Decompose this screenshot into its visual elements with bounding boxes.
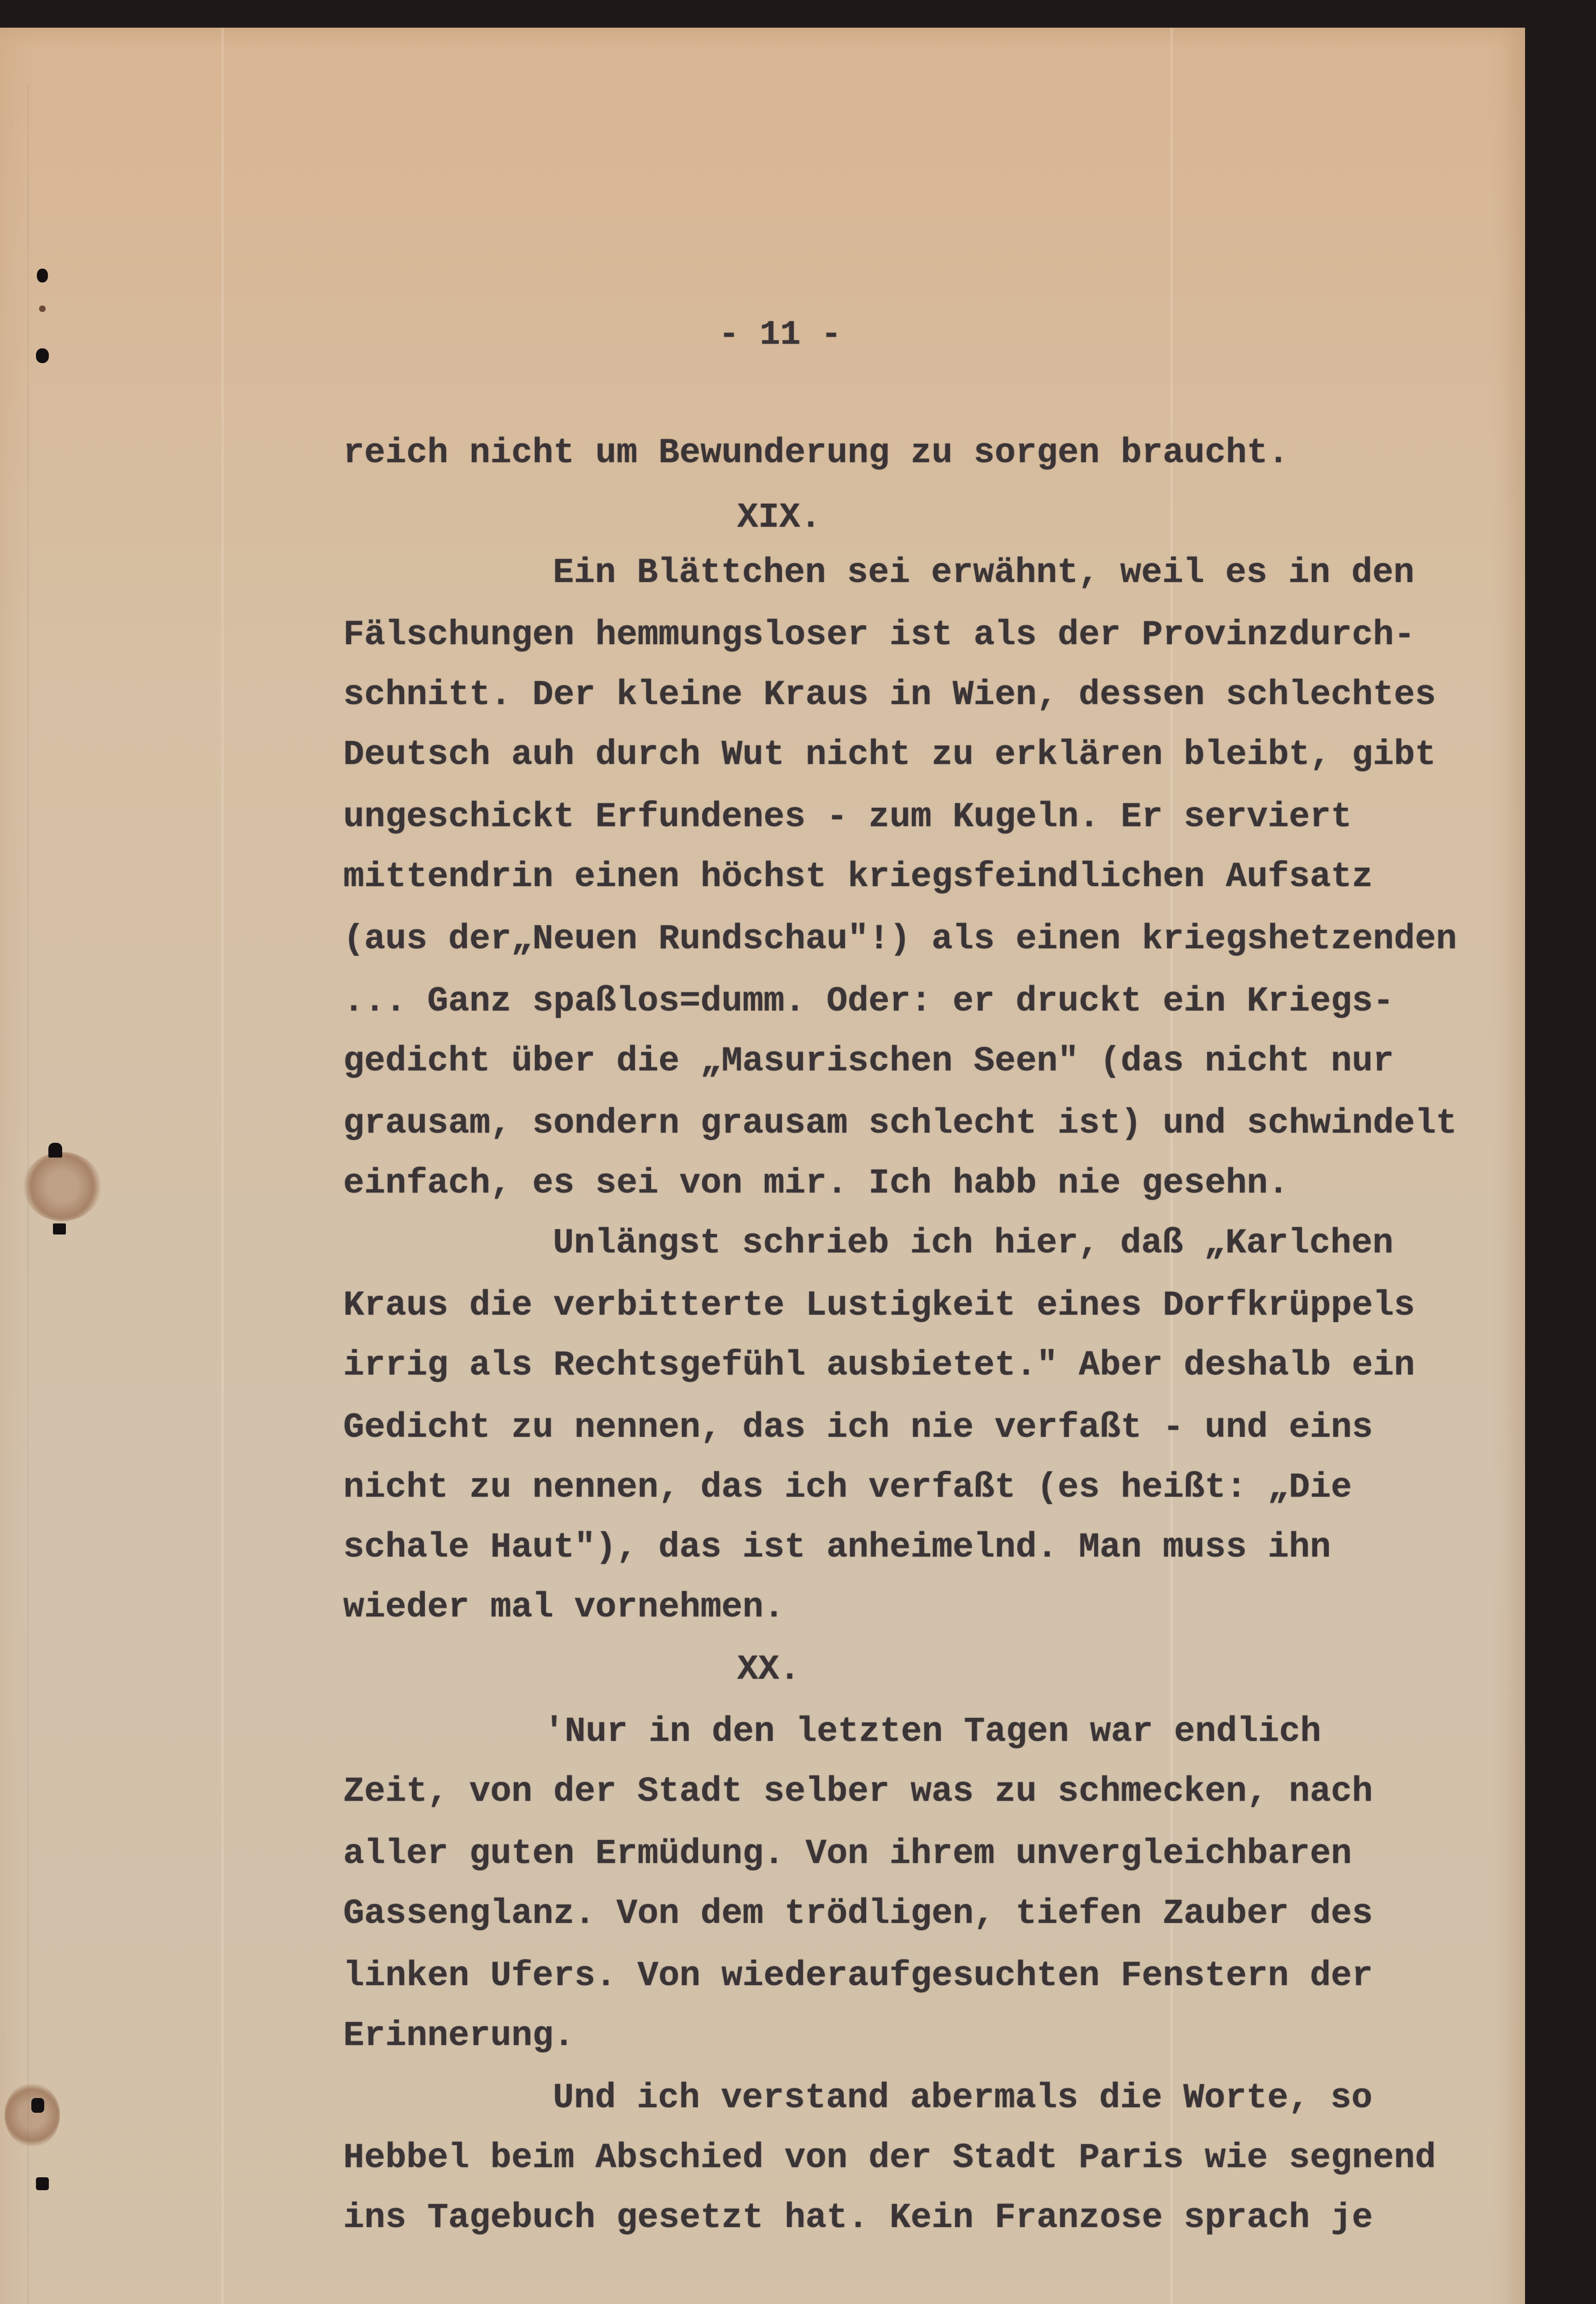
paper-fold	[221, 28, 224, 2304]
text-line: nicht zu nennen, das ich verfaßt (es heißt: „Die	[343, 1468, 1352, 1507]
section-heading: XIX.	[737, 498, 821, 537]
punch-hole-mark	[36, 2177, 49, 2190]
text-line: (aus der„Neuen Rundschau"!) als einen kriegshetzenden	[343, 919, 1457, 959]
text-line: Fälschungen hemmungsloser ist als der Provinzdurch-	[343, 615, 1415, 655]
punch-hole-mark	[53, 1223, 66, 1234]
text-line: irrig als Rechtsgefühl ausbietet." Aber deshalb ein	[343, 1346, 1415, 1385]
text-line: wieder mal vornehmen.	[343, 1587, 785, 1627]
text-line: schnitt. Der kleine Kraus in Wien, dessen schlechtes	[343, 675, 1436, 715]
page-number: - 11 -	[719, 316, 842, 354]
text-line: einfach, es sei von mir. Ich habb nie gesehn.	[343, 1164, 1289, 1203]
text-line: reich nicht um Bewunderung zu sorgen braucht.	[343, 433, 1289, 473]
punch-hole-mark	[37, 269, 48, 282]
text-line: Deutsch auh durch Wut nicht zu erklären bleibt, gibt	[343, 735, 1436, 775]
text-line: Ein Blättchen sei erwähnt, weil es in den	[553, 553, 1414, 593]
text-line: 'Nur in den letzten Tagen war endlich	[544, 1712, 1321, 1752]
text-line: schale Haut"), das ist anheimelnd. Man muss ihn	[343, 1528, 1331, 1567]
text-line: Hebbel beim Abschied von der Stadt Paris wie segnend	[343, 2138, 1436, 2178]
punch-hole-mark	[39, 306, 46, 312]
rust-stain	[23, 1152, 101, 1221]
rust-stain	[5, 2083, 60, 2147]
text-line: Zeit, von der Stadt selber was zu schmecken, nach	[343, 1772, 1373, 1811]
text-line: Kraus die verbitterte Lustigkeit eines Dorfkrüppels	[343, 1286, 1415, 1325]
punch-hole-mark	[48, 1143, 62, 1158]
text-line: mittendrin einen höchst kriegsfeindlichen Aufsatz	[343, 857, 1373, 897]
text-line: gedicht über die „Masurischen Seen" (das nicht nur	[343, 1041, 1394, 1081]
text-line: grausam, sondern grausam schlecht ist) und schwindelt	[343, 1104, 1457, 1143]
text-line: Gedicht zu nennen, das ich nie verfaßt - und eins	[343, 1408, 1373, 1447]
text-line: Unlängst schrieb ich hier, daß „Karlchen	[553, 1223, 1394, 1263]
text-line: Erinnerung.	[343, 2016, 575, 2056]
punch-hole-mark	[31, 2098, 44, 2113]
text-line: Und ich verstand abermals die Worte, so	[553, 2078, 1373, 2118]
section-heading: XX.	[737, 1650, 800, 1689]
text-line: linken Ufers. Von wiederaufgesuchten Fenstern der	[343, 1956, 1373, 1996]
text-line: aller guten Ermüdung. Von ihrem unvergleichbaren	[343, 1834, 1352, 1874]
text-line: ins Tagebuch gesetzt hat. Kein Franzose sprach je	[343, 2198, 1373, 2238]
text-line: ... Ganz spaßlos=dumm. Oder: er druckt ein Kriegs-	[343, 982, 1394, 1021]
text-line: ungeschickt Erfundenes - zum Kugeln. Er serviert	[343, 797, 1352, 837]
text-line: Gassenglanz. Von dem trödligen, tiefen Zauber des	[343, 1894, 1373, 1934]
punch-hole-mark	[36, 348, 49, 363]
